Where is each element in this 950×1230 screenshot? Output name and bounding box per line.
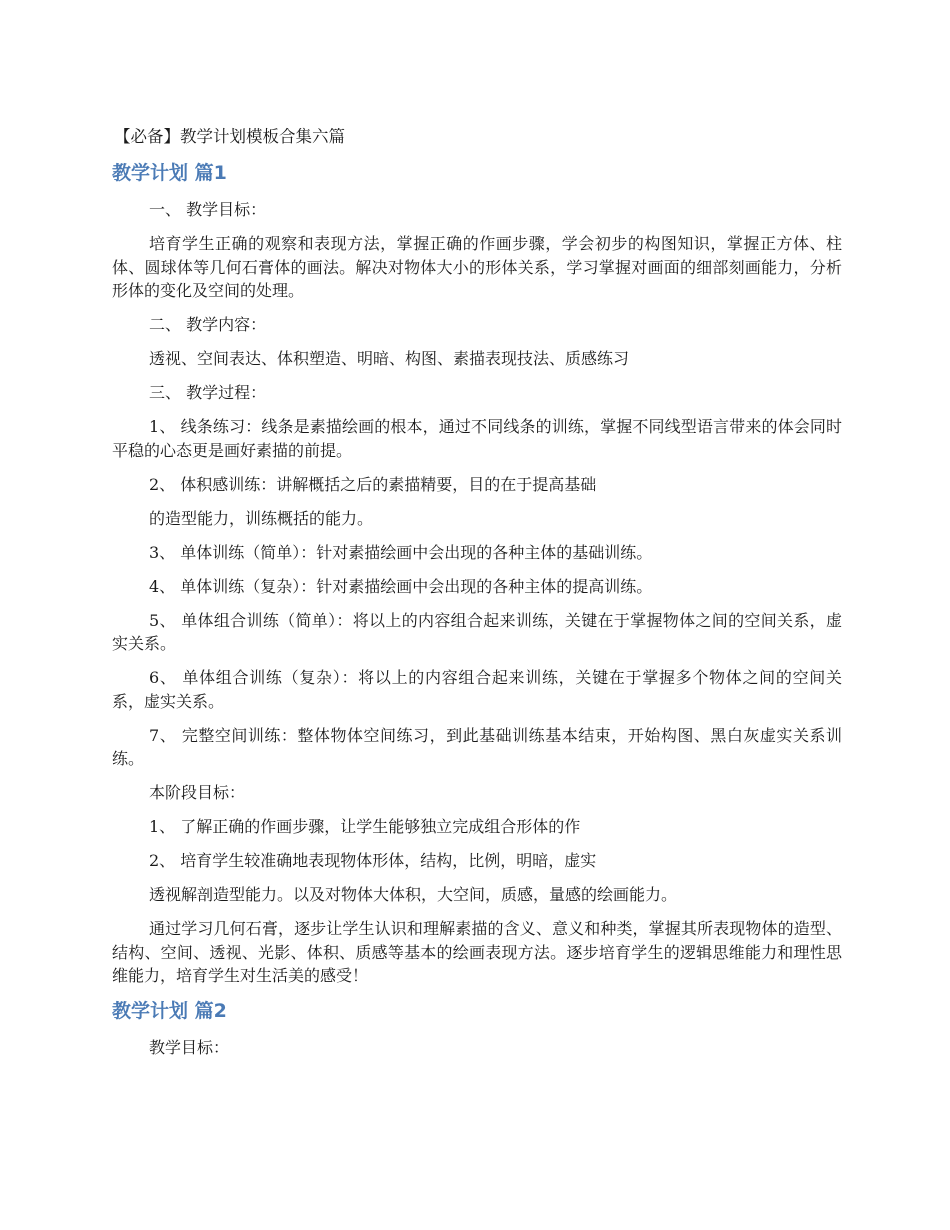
paragraph: 一、 教学目标： [149,200,267,219]
paragraph: 本阶段目标： [149,783,246,802]
paragraph: 7、 完整空间训练：整体物体空间练习，到此基础训练基本结束，开始构图、黑白灰虚实关系训练。 [112,725,842,768]
paragraph: 3、 单体训练（简单）：针对素描绘画中会出现的各种主体的基础训练。 [149,542,653,562]
paragraph: 透视解剖造型能力。以及对物体大体积，大空间，质感，量感的绘画能力。 [149,885,678,904]
paragraph: 教学目标： [149,1038,230,1057]
section-heading: 教学计划 篇1 [112,162,227,184]
paragraph: 通过学习几何石膏，逐步让学生认识和理解素描的含义、意义和种类，掌握其所表现物体的造型、结构、空间、透视、光影、体积、质感等基本的绘画表现方法。逐步培育学生的逻辑思维能力和理性思维能力，培育学生对生活美的感受！ [112,919,842,985]
paragraph: 二、 教学内容： [149,315,267,334]
paragraph: 4、 单体训练（复杂）：针对素描绘画中会出现的各种主体的提高训练。 [149,576,653,596]
section-2 [112,998,842,1060]
paragraph: 的造型能力，训练概括的能力。 [149,508,374,528]
document-title: 【必备】教学计划模板合集六篇 [114,127,345,146]
paragraph: 2、 体积感训练：讲解概括之后的素描精要，目的在于提高基础 [149,474,597,494]
paragraph: 2、 培育学生较准确地表现物体形体，结构，比例，明暗，虚实 [149,851,597,870]
paragraph: 5、 单体组合训练（简单）：将以上的内容组合起来训练，关键在于掌握物体之间的空间关系，虚实关系。 [112,610,842,653]
paragraph: 三、 教学过程： [149,383,267,402]
section-heading: 教学计划 篇2 [112,1000,227,1022]
paragraph: 1、 线条练习：线条是素描绘画的根本，通过不同线条的训练，掌握不同线型语言带来的体会同时平稳的心态更是画好素描的前提。 [112,417,842,460]
paragraph: 1、 了解正确的作画步骤，让学生能够独立完成组合形体的作 [149,817,581,836]
paragraph: 6、 单体组合训练（复杂）：将以上的内容组合起来训练，关键在于掌握多个物体之间的空间关系，虚实关系。 [112,668,842,711]
paragraph: 透视、空间表达、体积塑造、明暗、构图、素描表现技法、质感练习 [149,349,630,368]
paragraph: 培育学生正确的观察和表现方法，掌握正确的作画步骤，学会初步的构图知识，掌握正方体、柱体、圆球体等几何石膏体的画法。解决对物体大小的形体关系，学习掌握对画面的细部刻画能力，分析形体的变化及空间的处理。 [112,234,842,300]
section-1 [112,160,842,988]
